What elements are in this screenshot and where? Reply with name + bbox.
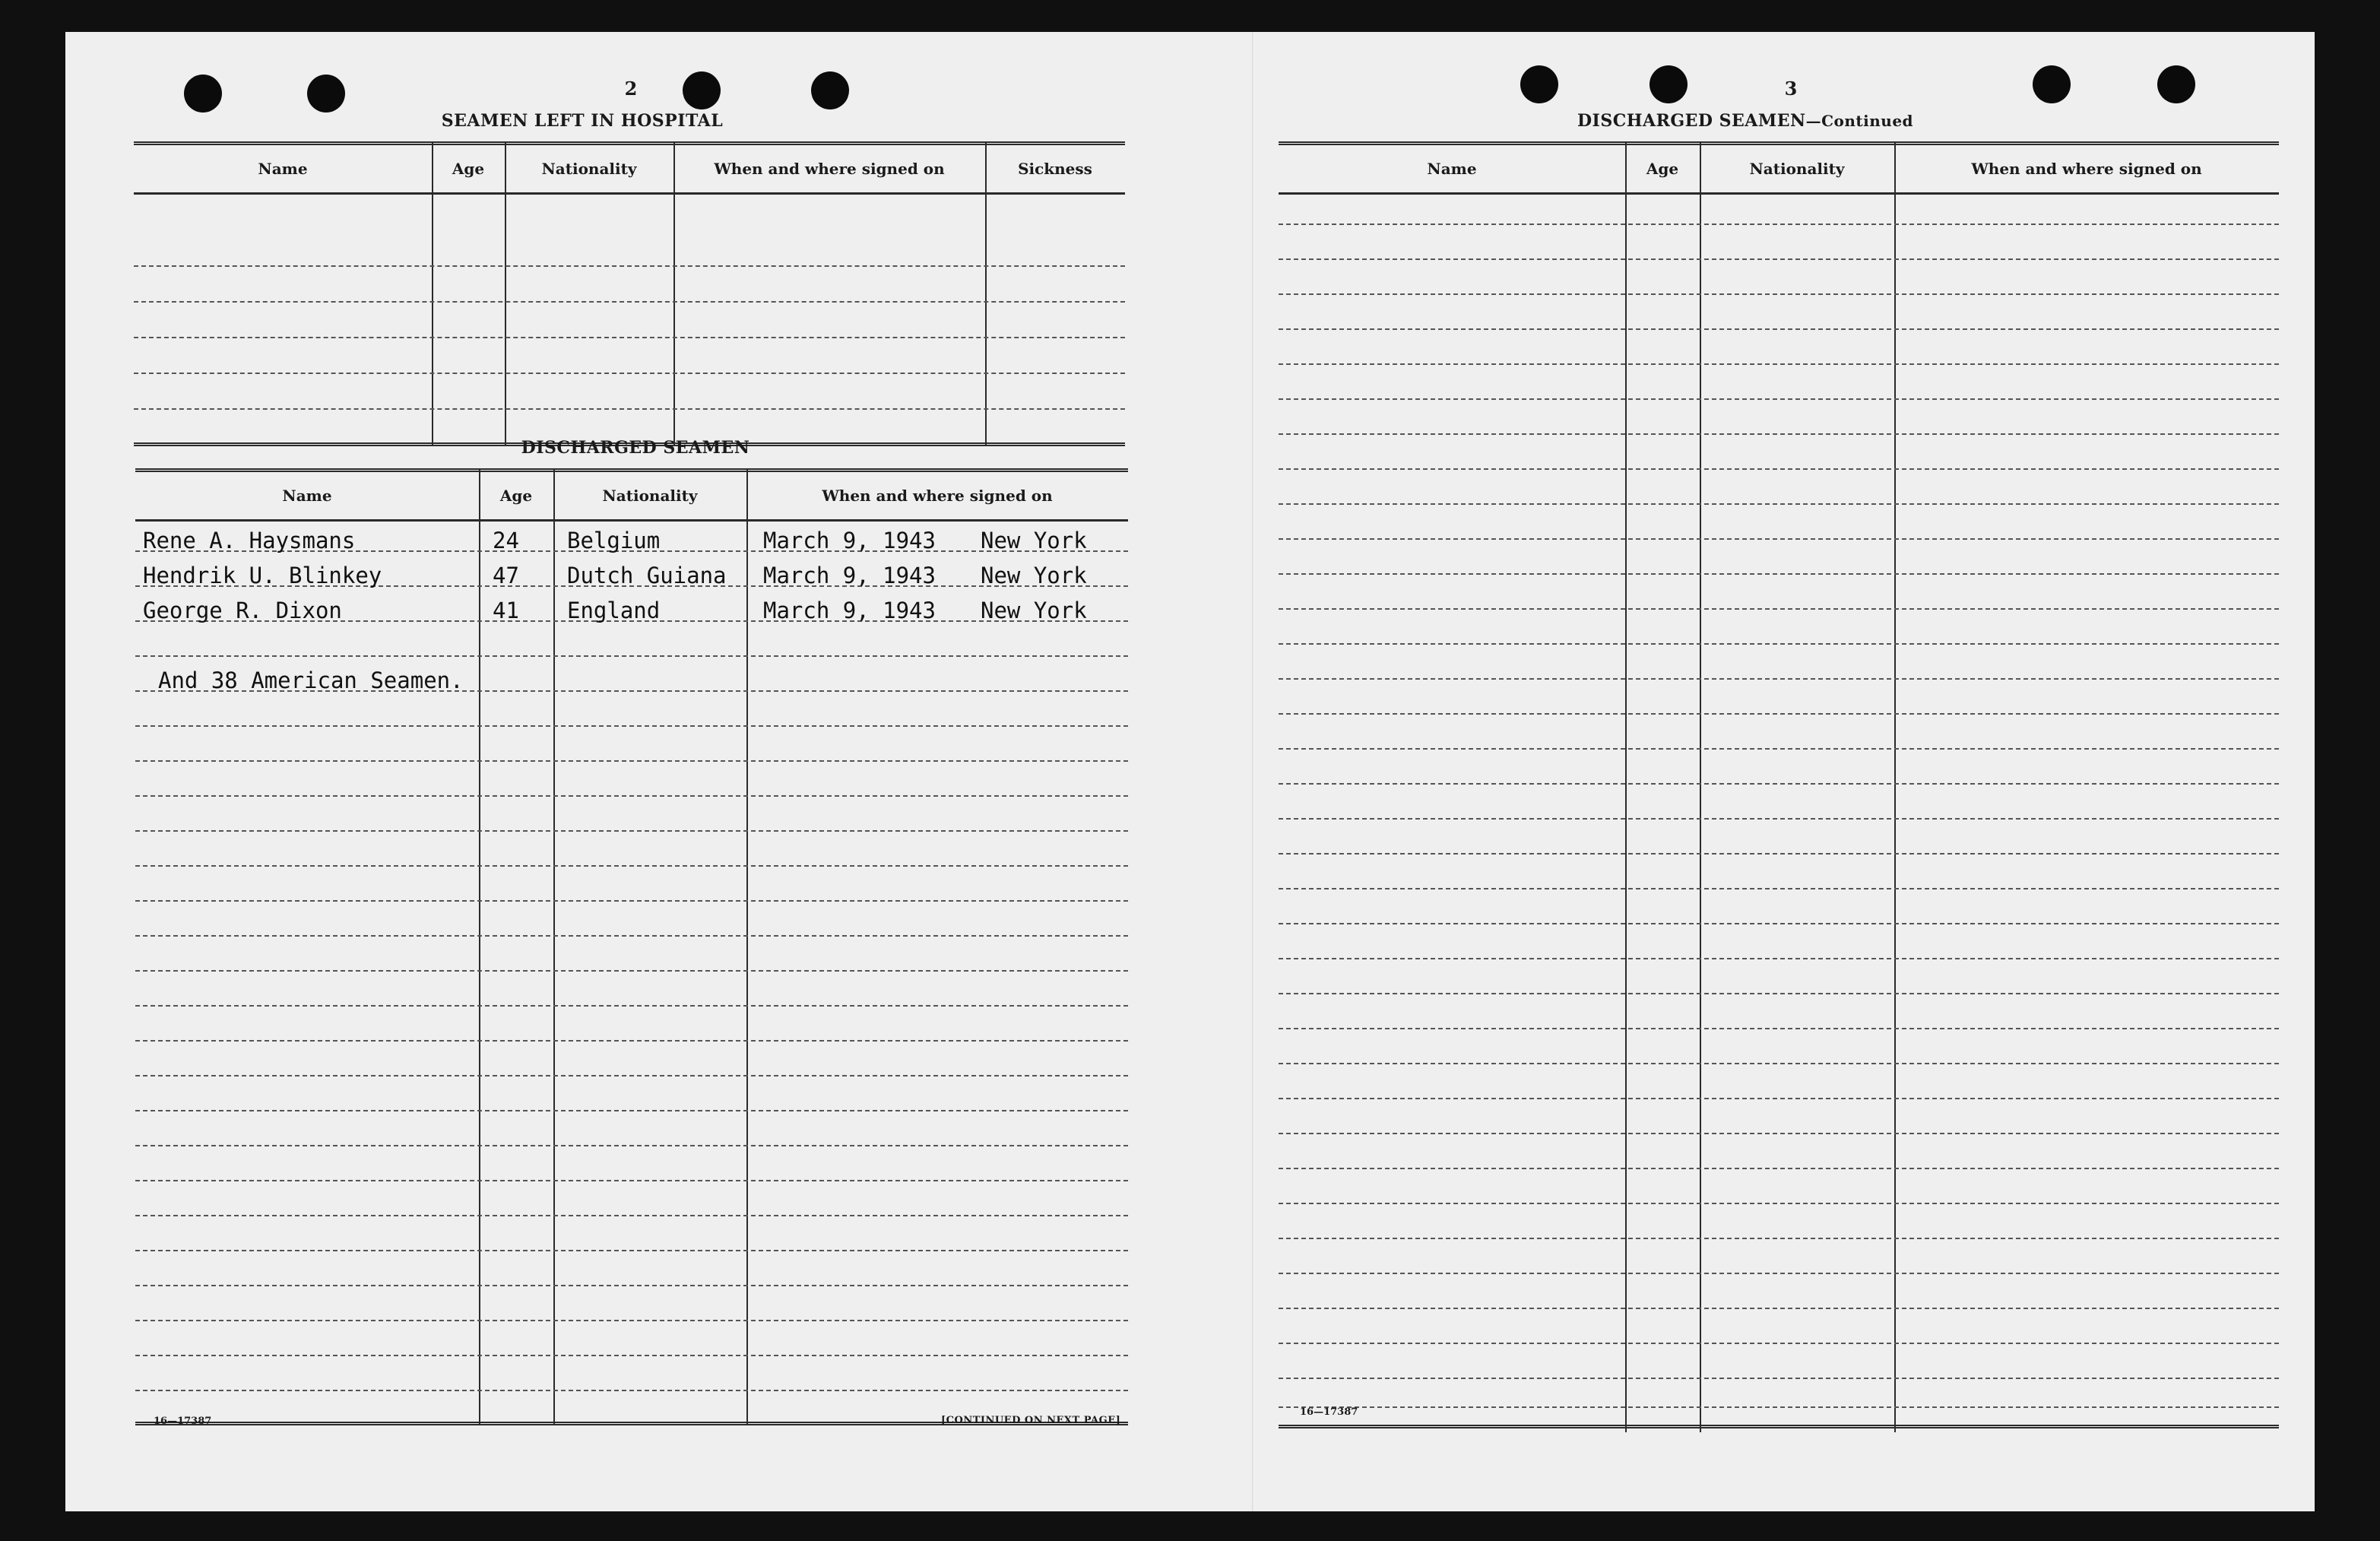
row-line [1279, 678, 2279, 680]
row-line [135, 1145, 1128, 1146]
discharged-table-continued [1279, 141, 2279, 1435]
row-line [1279, 748, 2279, 750]
row-line [1279, 923, 2279, 924]
row-line [1279, 853, 2279, 855]
punch-hole [1520, 65, 1558, 103]
row-line [1279, 573, 2279, 575]
row-line [135, 760, 1128, 762]
seaman-age: 24 [493, 528, 519, 553]
row-line [135, 935, 1128, 937]
row-line [135, 1215, 1128, 1216]
row-line [135, 970, 1128, 972]
column-divider [746, 468, 748, 1425]
column-header-name: Name [282, 487, 332, 505]
row-line [1279, 818, 2279, 820]
table-header [1279, 141, 2279, 195]
column-header-name: Name [1427, 160, 1477, 178]
section-title-hospital: SEAMEN LEFT IN HOSPITAL [441, 111, 724, 131]
row-line [1279, 1406, 2279, 1408]
row-line [1279, 1273, 2279, 1274]
punch-hole [1650, 65, 1688, 103]
row-line [135, 1390, 1128, 1391]
seaman-age: 47 [493, 563, 519, 588]
document-sheet [65, 32, 2315, 1511]
column-divider [673, 141, 675, 445]
row-line [1279, 363, 2279, 365]
row-line [134, 265, 1125, 267]
column-header-sickness: Sickness [1018, 160, 1092, 178]
punch-hole [683, 71, 721, 109]
punch-hole [2033, 65, 2071, 103]
row-line [1279, 433, 2279, 435]
column-header-name: Name [258, 160, 308, 178]
row-line [1279, 258, 2279, 260]
row-line [1279, 1308, 2279, 1309]
form-code: 16—17387 [154, 1416, 212, 1427]
seaman-nationality: Dutch Guiana [567, 563, 727, 588]
title-main: DISCHARGED SEAMEN [1577, 111, 1806, 131]
row-line [1279, 1238, 2279, 1239]
discharged-table [135, 468, 1128, 1431]
table-header [134, 141, 1125, 195]
row-line [135, 655, 1128, 657]
row-line [1279, 1098, 2279, 1099]
row-line [135, 830, 1128, 832]
row-line [135, 1075, 1128, 1076]
seaman-nationality: England [567, 598, 661, 623]
page-number: 2 [624, 78, 638, 100]
signed-on-date: March 9, 1943 [763, 528, 936, 553]
row-line [135, 1040, 1128, 1042]
column-header-age: Age [499, 487, 533, 505]
row-line [135, 1250, 1128, 1251]
column-header-signed-on: When and where signed on [714, 160, 945, 178]
table-header [135, 468, 1128, 522]
row-line [1279, 1063, 2279, 1064]
row-line [1279, 608, 2279, 610]
row-line [135, 865, 1128, 867]
row-line [1279, 328, 2279, 330]
section-title-discharged: DISCHARGED SEAMEN [521, 438, 750, 458]
punch-hole [184, 75, 222, 113]
column-divider [553, 468, 555, 1425]
row-line [1279, 958, 2279, 959]
row-line [135, 1285, 1128, 1286]
row-line [135, 900, 1128, 902]
row-line [1279, 1203, 2279, 1204]
column-divider [479, 468, 480, 1425]
row-line [134, 301, 1125, 303]
row-line [1279, 1133, 2279, 1134]
american-seamen-note: And 38 American Seamen. [158, 667, 464, 693]
column-header-age: Age [452, 160, 485, 178]
page-fold [1252, 32, 1254, 1511]
row-line [1279, 538, 2279, 540]
signed-on-place: New York [981, 598, 1087, 623]
column-header-nationality: Nationality [1749, 160, 1845, 178]
row-line [1279, 713, 2279, 715]
row-line [135, 1005, 1128, 1007]
column-header-nationality: Nationality [602, 487, 698, 505]
row-line [134, 337, 1125, 338]
seaman-name: Hendrik U. Blinkey [143, 563, 382, 588]
hospital-table [134, 141, 1125, 450]
row-line [1279, 468, 2279, 470]
form-code: 16—17387 [1300, 1406, 1358, 1418]
punch-hole [307, 75, 345, 113]
column-header-age: Age [1646, 160, 1679, 178]
row-line [135, 725, 1128, 727]
table-footer-line [1279, 1425, 2279, 1428]
column-header-signed-on: When and where signed on [1971, 160, 2202, 178]
row-line [134, 408, 1125, 410]
signed-on-date: March 9, 1943 [763, 598, 936, 623]
row-line [1279, 1028, 2279, 1029]
seaman-name: George R. Dixon [143, 598, 342, 623]
continued-note: [CONTINUED ON NEXT PAGE] [941, 1415, 1121, 1426]
row-line [1279, 783, 2279, 785]
punch-hole [811, 71, 849, 109]
signed-on-place: New York [981, 528, 1087, 553]
row-line [1279, 503, 2279, 505]
row-line [135, 1110, 1128, 1111]
row-line [1279, 224, 2279, 225]
row-line [1279, 1343, 2279, 1344]
column-header-nationality: Nationality [541, 160, 637, 178]
row-line [1279, 293, 2279, 295]
section-title-discharged-continued [1548, 111, 1943, 131]
signed-on-place: New York [981, 563, 1087, 588]
row-line [1279, 1168, 2279, 1169]
row-line [135, 1320, 1128, 1321]
row-line [135, 1180, 1128, 1181]
column-divider [432, 141, 433, 445]
page-number: 3 [1784, 78, 1798, 100]
row-line [134, 373, 1125, 374]
seaman-age: 41 [493, 598, 519, 623]
row-line [1279, 1378, 2279, 1379]
row-line [1279, 398, 2279, 400]
row-line [1279, 643, 2279, 645]
seaman-nationality: Belgium [567, 528, 661, 553]
signed-on-date: March 9, 1943 [763, 563, 936, 588]
punch-hole [2157, 65, 2195, 103]
row-line [135, 1355, 1128, 1356]
seaman-name: Rene A. Haysmans [143, 528, 356, 553]
row-line [1279, 888, 2279, 889]
column-divider [505, 141, 506, 445]
row-line [1279, 993, 2279, 994]
title-continued: —Continued [1805, 112, 1914, 130]
column-header-signed-on: When and where signed on [822, 487, 1053, 505]
row-line [135, 795, 1128, 797]
column-divider [985, 141, 987, 445]
